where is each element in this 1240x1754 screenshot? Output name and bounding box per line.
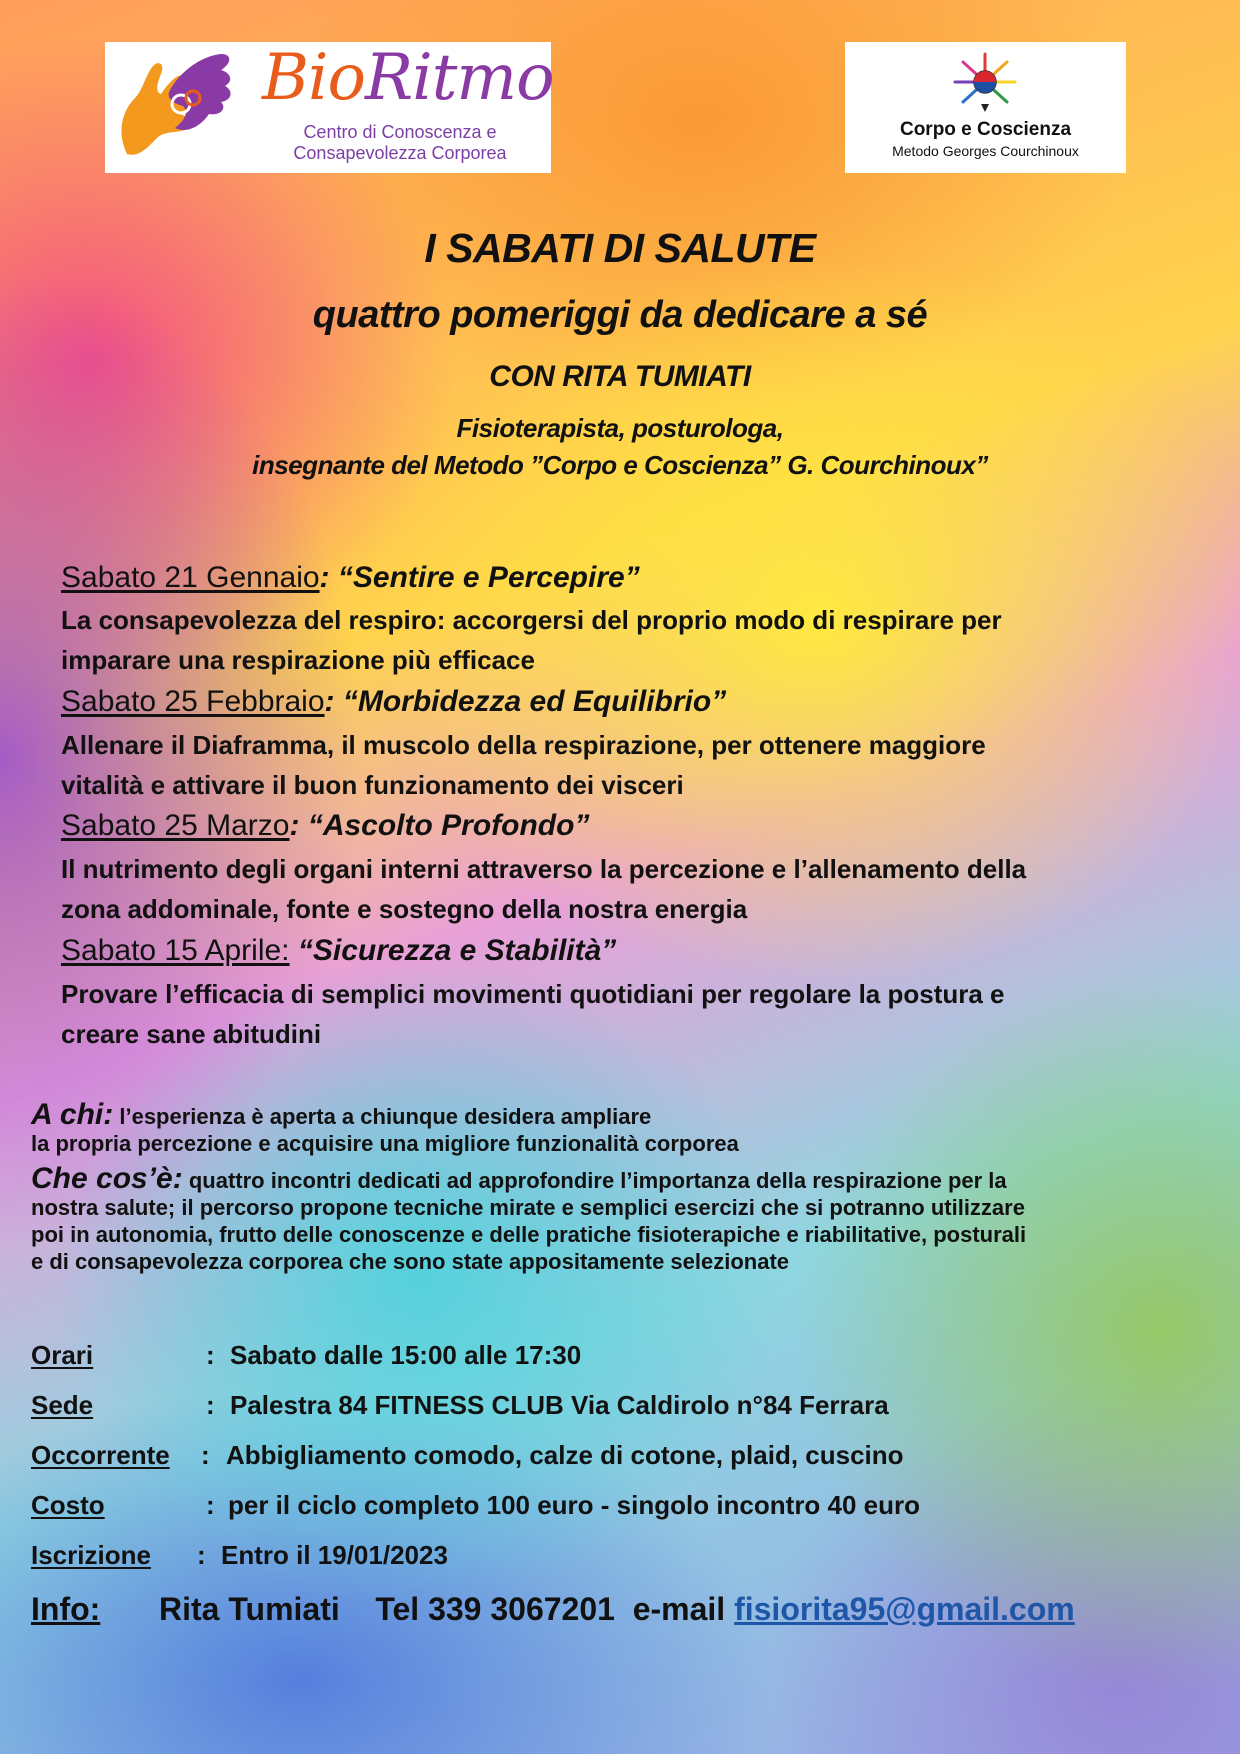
- session-title: “Sentire e Percepire”: [337, 561, 640, 594]
- session-3-description: [61, 849, 1191, 929]
- brand-ritmo: Ritmo: [365, 41, 554, 115]
- page-subtitle: quattro pomeriggi da dedicare a sé: [312, 294, 928, 336]
- session-desc-line: Il nutrimento degli organi interni attraverso la percezione e l’allenamento della: [61, 854, 1027, 884]
- session-date: Sabato 25 Febbraio: [61, 685, 325, 718]
- session-desc-line: Provare l’efficacia di semplici movimenti quotidiani per regolare la postura e: [61, 979, 1005, 1009]
- detail-separator: :: [201, 1440, 210, 1470]
- who-line1: l’esperienza è aperta a chiunque desidera ampliare: [119, 1104, 652, 1129]
- session-3-heading: Sabato 25 Marzo: “Ascolto Profondo”: [61, 809, 590, 842]
- detail-value: per il ciclo completo 100 euro - singolo incontro 40 euro: [228, 1490, 921, 1520]
- session-4-description: [61, 974, 1191, 1054]
- contact-phone: Tel 339 3067201: [375, 1591, 615, 1627]
- contact-name: Rita Tumiati: [159, 1591, 340, 1627]
- biorritmo-tagline-line1: Centro di Conoscenza e: [303, 122, 497, 142]
- brand-bio: Bio: [262, 41, 366, 115]
- detail-row-orari: [31, 1340, 581, 1371]
- who-label: A chi:: [31, 1098, 114, 1131]
- session-desc-line: zona addominale, fonte e sostegno della nostra energia: [61, 894, 748, 924]
- session-2-description: [61, 725, 1191, 805]
- session-title: “Morbidezza ed Equilibrio”: [342, 685, 727, 718]
- session-date: Sabato 21 Gennaio: [61, 561, 320, 594]
- detail-label: Orari: [31, 1340, 94, 1370]
- detail-row-costo: [31, 1490, 920, 1521]
- detail-separator: :: [206, 1390, 215, 1420]
- corpo-coscienza-logo: [845, 42, 1126, 173]
- detail-separator: :: [206, 1490, 215, 1520]
- biorritmo-wordmark: [262, 41, 554, 115]
- corpo-coscienza-subtitle: Metodo Georges Courchinoux: [892, 143, 1079, 159]
- detail-value: Sabato dalle 15:00 alle 17:30: [230, 1340, 582, 1370]
- contact-label: Info:: [31, 1591, 101, 1627]
- biorritmo-logo: [105, 41, 554, 173]
- sun-emblem-icon: [945, 48, 1025, 120]
- session-title: “Ascolto Profondo”: [307, 809, 590, 842]
- session-date: Sabato 15 Aprile:: [61, 934, 290, 967]
- email-link[interactable]: fisiorita95@gmail.com: [734, 1591, 1075, 1627]
- what-line4: e di consapevolezza corporea che sono state appositamente selezionate: [31, 1249, 790, 1274]
- detail-value: Palestra 84 FITNESS CLUB Via Caldirolo n°84 Ferrara: [230, 1390, 889, 1420]
- detail-label: Occorrente: [31, 1440, 170, 1470]
- session-desc-line: creare sane abitudini: [61, 1019, 322, 1049]
- what-line1: quattro incontri dedicati ad approfondire l’importanza della respirazione per la: [188, 1168, 1007, 1193]
- session-1-description: [61, 600, 1191, 680]
- biorritmo-tagline: [255, 122, 545, 164]
- presenter-role-line1: Fisioterapista, posturologa,: [456, 413, 784, 443]
- session-4-heading: [61, 934, 616, 968]
- detail-value: Abbigliamento comodo, calze di cotone, plaid, cuscino: [226, 1440, 904, 1470]
- session-desc-line: imparare una respirazione più efficace: [61, 645, 535, 675]
- session-desc-line: La consapevolezza del respiro: accorgersi del proprio modo di respirare per: [61, 605, 1002, 635]
- session-desc-line: vitalità e attivare il buon funzionamento dei visceri: [61, 770, 684, 800]
- detail-separator: :: [206, 1340, 215, 1370]
- session-2-heading: Sabato 25 Febbraio: “Morbidezza ed Equilibrio”: [61, 685, 727, 718]
- session-title: “Sicurezza e Stabilità”: [297, 934, 617, 967]
- detail-row-iscrizione: [31, 1540, 448, 1571]
- corpo-coscienza-title: Corpo e Coscienza: [899, 119, 1072, 140]
- hands-logo-icon: [109, 42, 259, 173]
- presenter-line: CON RITA TUMIATI: [489, 360, 751, 393]
- presenter-role-line2: insegnante del Metodo ”Corpo e Coscienza” G. Courchinoux”: [252, 450, 988, 480]
- what-line2: nostra salute; il percorso propone tecniche mirate e semplici esercizi che si potranno utilizzare: [31, 1195, 1025, 1220]
- contact-line: [31, 1591, 1075, 1628]
- contact-email-label: e-mail: [632, 1591, 726, 1627]
- detail-separator: :: [197, 1540, 206, 1570]
- who-section: [31, 1098, 1211, 1157]
- who-line2: la propria percezione e acquisire una migliore funzionalità corporea: [31, 1131, 739, 1156]
- detail-label: Sede: [31, 1390, 94, 1420]
- what-label: Che cos’è:: [31, 1162, 183, 1195]
- detail-row-sede: [31, 1390, 889, 1421]
- session-desc-line: Allenare il Diaframma, il muscolo della respirazione, per ottenere maggiore: [61, 730, 986, 760]
- page-title: I SABATI DI SALUTE: [424, 225, 816, 271]
- detail-value: Entro il 19/01/2023: [221, 1540, 448, 1570]
- session-1-heading: Sabato 21 Gennaio: “Sentire e Percepire”: [61, 561, 640, 594]
- what-line3: poi in autonomia, frutto delle conoscenze e delle pratiche fisioterapiche e riabilitative, posturali: [31, 1222, 1027, 1247]
- what-section: [31, 1162, 1221, 1275]
- session-date: Sabato 25 Marzo: [61, 809, 290, 842]
- detail-row-occorrente: [31, 1440, 904, 1471]
- detail-label: Iscrizione: [31, 1540, 151, 1570]
- biorritmo-tagline-line2: Consapevolezza Corporea: [293, 143, 507, 163]
- detail-label: Costo: [31, 1490, 105, 1520]
